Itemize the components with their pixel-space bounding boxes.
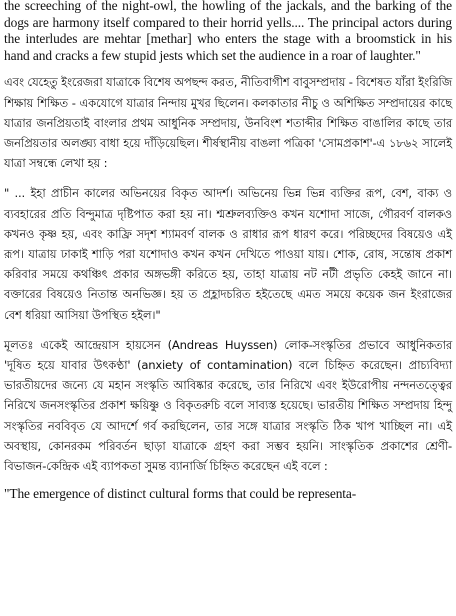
bengali-paragraph-intro: এবং যেহেতু ইংরেজরা যাত্রাকে বিশেষ অপছন্দ করত, নীতিবাগীশ বাবুসম্প্রদায় - বিশেষত যাঁরা ইংরিজি শিক্ষায় শিক্ষিত - একযোগে যাত্রার নিন্দায় মুখর ছিলেন। কলকাতার নীচু ও অশিক্ষিত সম্প্রদায়ের কাছে যাত্রার জনপ্রিয়তাই বাংলার প্রথম আধুনিক সম্প্রদায়, উনবিংশ শতাব্দীর শিক্ষিত বাঙালির কাছে তার জনপ্রিয়তার অলঙ্ঘ্য বাধা হয়ে দাঁড়িয়েছিল। শীর্ষস্থানীয় বাঙলা পত্রিকা 'সোমপ্রকাশ'-এ ১৮৬২ সালেই যাত্রা সম্বন্ধে লেখা হয় :	[4, 75, 452, 171]
english-quote-start: "The emergence of distinct cultural forms that could be representa-	[4, 486, 357, 502]
bengali-quote-paragraph: " ... ইহা প্রাচীন কালের অভিনয়ের বিকৃত আদর্শ। অভিনেয় ভিন্ন ভিন্ন ব্যক্তির রূপ, বেশ, বাক্য ও ব্যবহারের প্রতি বিন্দুমাত্র দৃষ্টিপাত করা হয় না। শ্মশ্রুলব্যক্তিও কখন যশোদা সাজে, গৌরবর্ণ বালকও কখনও কৃষ্ণ হয়, এবং কাফ্রি সদৃশ শ্যামবর্ণ বালক ও রাধার রূপ ধারণ করে। পরিচ্ছদের বিষয়েও এই রূপ। যাত্রায় ঢাকাই শাড়ি পরা যশোদাও কখন কখন দেখিতে পাওয়া যায়। শোক, রোষ, সন্তোষ প্রকাশ করিবার সময়ে কথঞ্চিৎ প্রকার অঙ্গভঙ্গী করিতে হয়, তাহা যাত্রায় নট নটী প্রভৃতি কেহই জানে না। বক্তারের বিষয়েও নিতান্ত অনভিজ্ঞ। হয় ত প্রহ্লাদচরিত হইতেছে এমত সময়ে কয়েক জন ইংরাজের বেশ ধরিয়া আসিয়া উপস্থিত হইল।"	[4, 186, 452, 322]
english-quote-paragraph: the screeching of the night-owl, the howling of the jackals, and the barking of the dogs are harmony itself compared to their horrid yells.... The principal actors during the interludes are mehtar [methar] who enters the stage with a broomstick in his hand and cracks a few stupid jests which set the audience in a roar of laughter."	[4, 0, 452, 63]
document-page	[4, 0, 452, 503]
bengali-paragraph-analysis: মূলতঃ একেই আন্দ্রেয়াস হায়সেন (Andreas Huyssen) লোক-সংস্কৃতির প্রভাবে আধুনিকতার 'দূষিত হয়ে যাবার উৎকণ্ঠা' (anxiety of contamination) বলে চিহ্নিত করেছেন। প্রাচ্যবিদ্যা ভারতীয়দের জন্যে যে মহান সংস্কৃতি আবিষ্কার করেছে, তার নিরিখে এবং ইউরোপীয় নন্দনতত্ত্বের নিরিখে জনসংস্কৃতির প্রকাশ ক্ষয়িষ্ণু ও বিকৃতরুচি বলে সাব্যস্ত হয়েছে। ভারতীয় শিক্ষিত সম্প্রদায় হিন্দু সংস্কৃতির নববিবৃত যে আদর্শে গর্ব করছিলেন, তার সঙ্গে যাত্রার সংস্কৃতি ঠিক খাপ খাচ্ছিল না। এই অবস্থায়, কোনরকম পরিবর্তন ছাড়া যাত্রাকে গ্রহণ করা সম্ভব হয়নি। সাংস্কৃতিক প্রকাশের শ্রেণী-বিভাজন-কেন্দ্রিক এই ব্যাপকতা সুমন্ত ব্যানার্জি চিহ্নিত করেছেন এই বলে :	[4, 337, 452, 474]
